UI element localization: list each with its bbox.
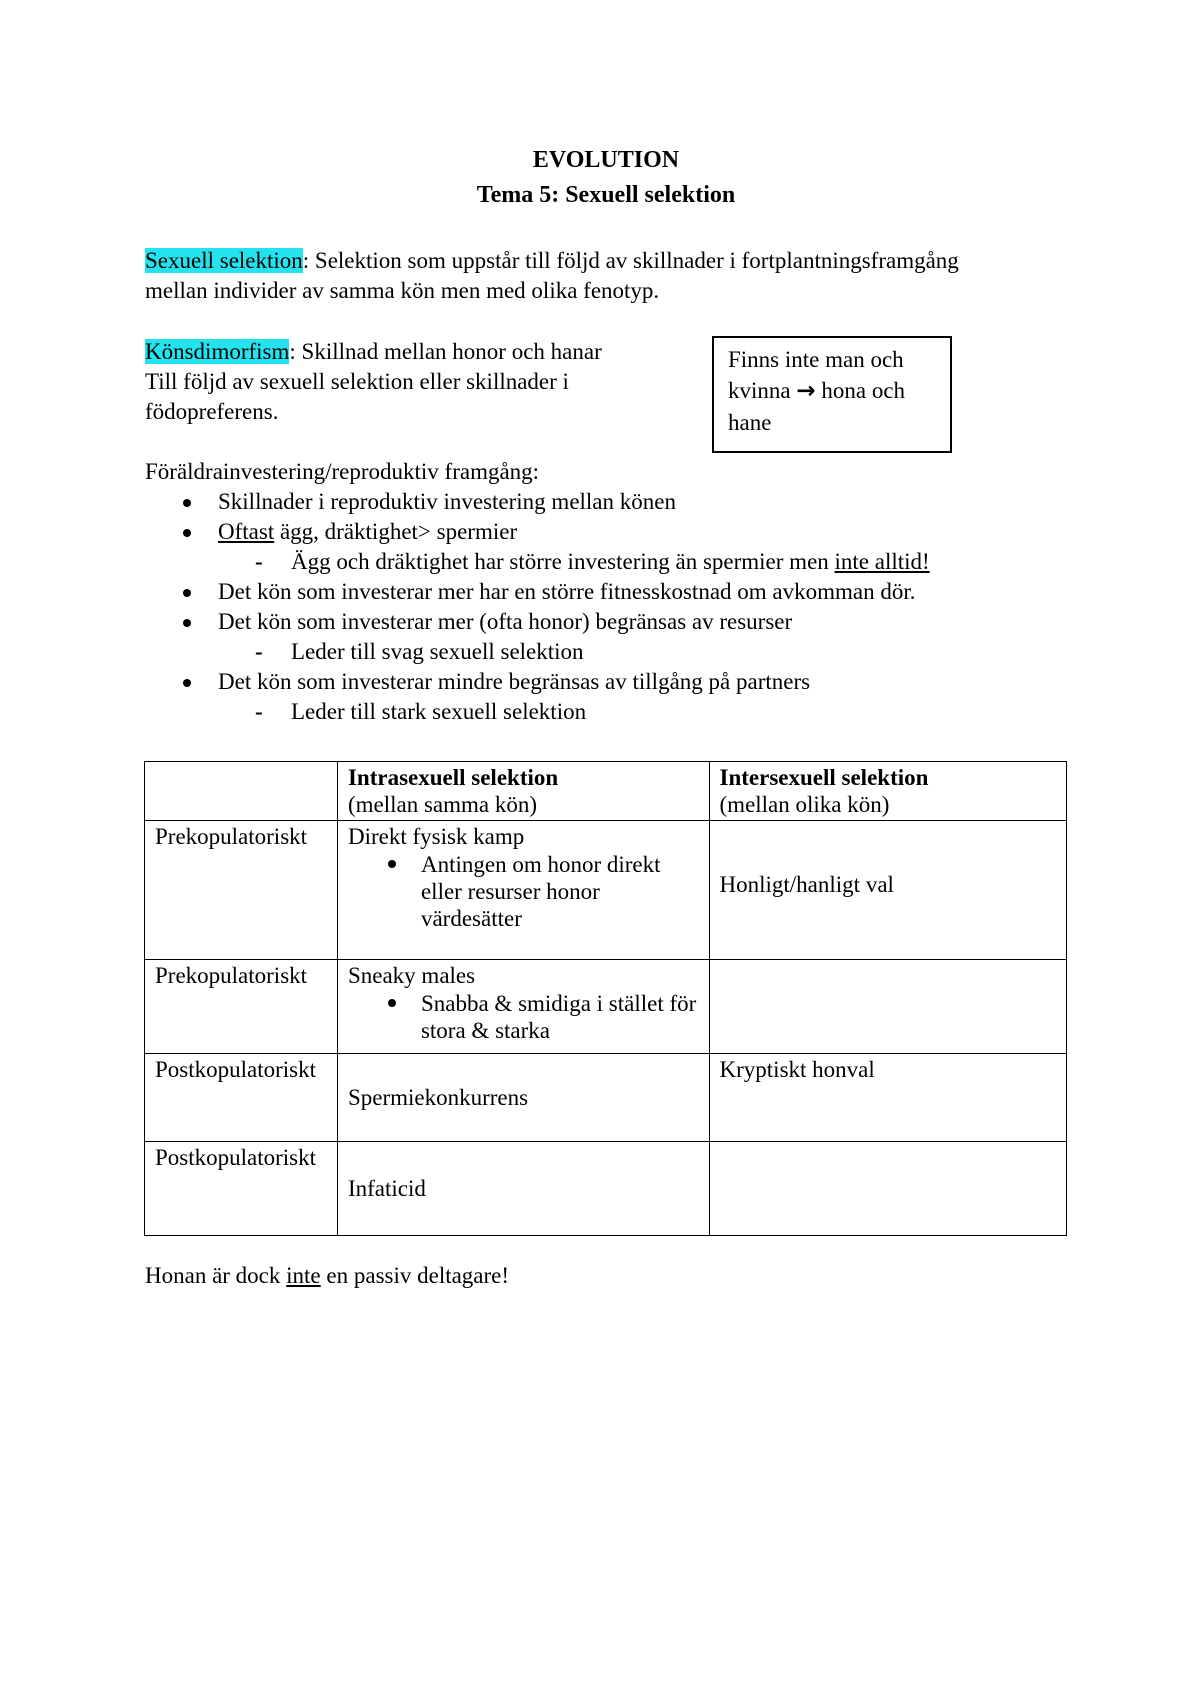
- document-subtitle: Tema 5: Sexuell selektion: [476, 182, 736, 208]
- table-header-row: [145, 762, 1067, 821]
- list-subitem: - Ägg och dräktighet har större investering än spermier men inte alltid!: [255, 549, 930, 574]
- table-cell: Direkt fysisk kamp Antingen om honor direkt eller resurser honor värdesätter: [337, 821, 709, 960]
- table-row: [145, 821, 1067, 960]
- bullet-icon: [183, 499, 191, 507]
- table-row: [145, 1142, 1067, 1236]
- definition-text-line: : Skillnad mellan honor och hanar: [289, 339, 602, 364]
- bullet-icon: [183, 619, 191, 627]
- definition-dimorphism: [145, 339, 602, 365]
- list-item: Det kön som investerar mindre begränsas av tillgång på partners: [218, 669, 810, 695]
- bullet-icon: [388, 999, 396, 1007]
- document-title: EVOLUTION: [532, 147, 680, 173]
- closing-note: Honan är dock inte en passiv deltagare!: [145, 1263, 510, 1288]
- table-cell: Honligt/hanligt val: [709, 821, 1066, 960]
- bullet-icon: [183, 679, 191, 687]
- row-label: Prekopulatoriskt: [145, 960, 338, 1054]
- row-label: Prekopulatoriskt: [145, 821, 338, 960]
- table-cell: Spermiekonkurrens: [337, 1054, 709, 1142]
- bullet-icon: [183, 529, 191, 537]
- note-line: hane: [728, 410, 772, 435]
- term-dimorphism: Könsdimorfism: [145, 339, 290, 364]
- definition-text-line: : Selektion som uppstår till följd av skillnader i fortplantningsframgång: [302, 248, 959, 273]
- arrow-right-icon: →: [796, 378, 816, 404]
- dash-icon: -: [255, 699, 263, 724]
- definition-text-line: födopreferens.: [145, 399, 279, 424]
- note-line: Finns inte man och: [728, 347, 904, 372]
- list-subitem: - Leder till stark sexuell selektion: [255, 699, 587, 724]
- section-heading: Föräldrainvestering/reproduktiv framgång:: [145, 459, 540, 484]
- table-cell: [145, 762, 338, 821]
- table-cell: Infaticid: [337, 1142, 709, 1236]
- term-sexual-selection: Sexuell selektion: [145, 248, 303, 273]
- dash-icon: -: [255, 549, 263, 574]
- table-cell: [709, 1142, 1066, 1236]
- list-item: Oftast ägg, dräktighet> spermier: [218, 519, 517, 545]
- row-label: Postkopulatoriskt: [145, 1054, 338, 1142]
- selection-table: [144, 761, 1067, 1236]
- list-item: Det kön som investerar mer (ofta honor) begränsas av resurser: [218, 609, 792, 635]
- bullet-icon: [183, 589, 191, 597]
- table-cell: Sneaky males Snabba & smidiga i stället för stora & starka: [337, 960, 709, 1054]
- table-cell: [709, 960, 1066, 1054]
- list-item: Skillnader i reproduktiv investering mellan könen: [218, 489, 676, 515]
- table-header-inter: Intersexuell selektion (mellan olika kön): [709, 762, 1066, 821]
- note-line: kvinna → hona och: [728, 378, 906, 404]
- definition-text-line: mellan individer av samma kön men med olika fenotyp.: [145, 278, 660, 303]
- list-item: Det kön som investerar mer har en större fitnesskostnad om avkomman dör.: [218, 579, 916, 605]
- note-box: [712, 336, 952, 453]
- table-header-intra: Intrasexuell selektion (mellan samma kön): [337, 762, 709, 821]
- table-row: [145, 960, 1067, 1054]
- definition-sexual-selection: [145, 248, 959, 274]
- row-label: Postkopulatoriskt: [145, 1142, 338, 1236]
- table-cell: Kryptiskt honval: [709, 1054, 1066, 1142]
- list-subitem: - Leder till svag sexuell selektion: [255, 639, 584, 664]
- bullet-icon: [388, 860, 396, 868]
- dash-icon: -: [255, 639, 263, 664]
- table-row: [145, 1054, 1067, 1142]
- definition-text-line: Till följd av sexuell selektion eller skillnader i: [145, 369, 569, 394]
